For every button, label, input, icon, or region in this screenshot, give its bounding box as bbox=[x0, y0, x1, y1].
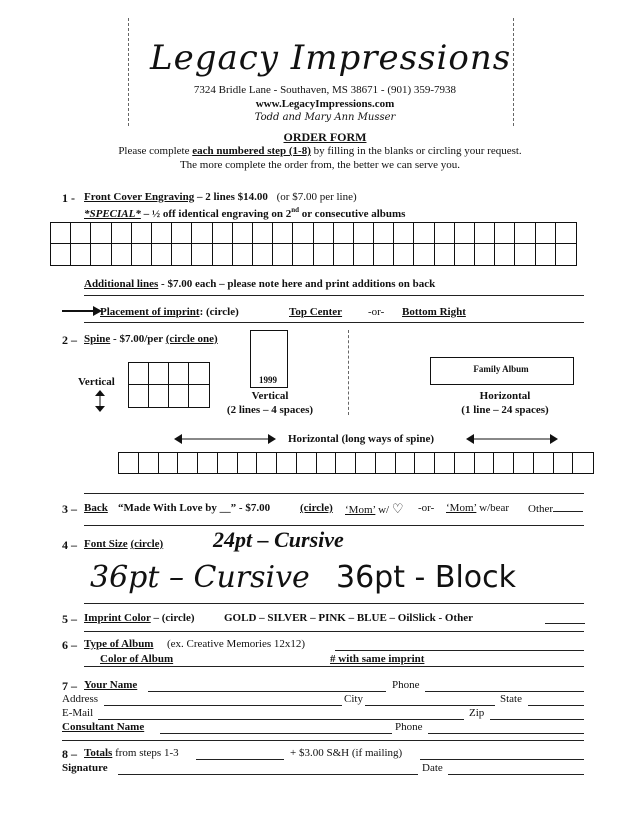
s8-date-label: Date bbox=[422, 762, 443, 774]
s2-title: Spine bbox=[84, 333, 111, 345]
spine-horizontal-sample-text: Family Album bbox=[473, 364, 529, 374]
instructions-line-2: The more complete the order from, the better we can serve you. bbox=[179, 159, 461, 171]
form-title: ORDER FORM bbox=[283, 130, 367, 144]
option-bottom-right[interactable]: Bottom Right bbox=[402, 306, 466, 318]
grid-cell[interactable] bbox=[169, 385, 189, 407]
s7-number: 7 – bbox=[62, 679, 77, 693]
grid-cell[interactable] bbox=[554, 453, 574, 473]
spine-horizontal-spaces: (1 line – 24 spaces) bbox=[461, 404, 549, 416]
grid-cell[interactable] bbox=[253, 244, 273, 265]
grid-cell[interactable] bbox=[536, 244, 556, 265]
s3-circle: (circle) bbox=[300, 502, 333, 514]
grid-cell[interactable] bbox=[149, 385, 169, 407]
grid-cell[interactable] bbox=[455, 223, 475, 244]
s1-additional-lines bbox=[84, 278, 435, 290]
s6-same-label: # with same imprint bbox=[330, 653, 425, 665]
s1-price: – 2 lines $14.00 bbox=[194, 191, 268, 203]
grid-cell[interactable] bbox=[374, 244, 394, 265]
imprint-color-options[interactable]: GOLD – SILVER – PINK – BLUE – OilSlick - Other bbox=[224, 612, 473, 624]
s7-consultant-label: Consultant Name bbox=[62, 721, 145, 733]
grid-cell[interactable] bbox=[129, 385, 149, 407]
grid-cell[interactable] bbox=[51, 244, 71, 265]
option-36pt-block[interactable]: 36pt - Block bbox=[336, 560, 517, 595]
s1-placement-row bbox=[100, 306, 239, 318]
spine-vertical-caption: Vertical bbox=[251, 390, 289, 402]
zip-line[interactable] bbox=[490, 719, 584, 720]
s1-special-end: or consecutive albums bbox=[299, 207, 406, 220]
grid-cell[interactable] bbox=[169, 363, 189, 385]
spine-vertical-spaces: (2 lines – 4 spaces) bbox=[226, 404, 314, 416]
grid-cell[interactable] bbox=[556, 244, 576, 265]
grid-cell[interactable] bbox=[273, 223, 293, 244]
grid-cell[interactable] bbox=[253, 223, 273, 244]
spine-vertical-grid[interactable] bbox=[128, 362, 210, 408]
grid-cell[interactable] bbox=[152, 223, 172, 244]
grid-cell[interactable] bbox=[91, 244, 111, 265]
grid-cell[interactable] bbox=[374, 223, 394, 244]
grid-cell[interactable] bbox=[475, 453, 495, 473]
s5-separator bbox=[84, 631, 584, 632]
s3-w-heart: w/ bbox=[375, 504, 392, 516]
s3-title: Back bbox=[84, 502, 108, 514]
grid-cell[interactable] bbox=[172, 223, 192, 244]
grid-cell[interactable] bbox=[394, 223, 414, 244]
s1-special bbox=[84, 206, 405, 220]
grid-cell[interactable] bbox=[257, 453, 277, 473]
s3-mom2-label: ‘Mom’ bbox=[446, 502, 477, 514]
heart-icon: ♡ bbox=[391, 502, 404, 517]
s3-mom-label: ‘Mom’ bbox=[345, 504, 376, 516]
option-24pt-cursive[interactable]: 24pt – Cursive bbox=[213, 527, 344, 552]
s5-title: Imprint Color bbox=[84, 612, 151, 624]
grid-cell[interactable] bbox=[51, 223, 71, 244]
city-line[interactable] bbox=[365, 705, 495, 706]
consultant-phone-line[interactable] bbox=[428, 733, 584, 734]
grid-cell[interactable] bbox=[455, 244, 475, 265]
spine-horizontal-caption: Horizontal bbox=[479, 390, 531, 402]
s6-example: (ex. Creative Memories 12x12) bbox=[167, 638, 306, 650]
s1-title: Front Cover Engraving bbox=[84, 191, 195, 203]
s5-number: 5 – bbox=[62, 612, 77, 626]
s8-number: 8 – bbox=[62, 747, 77, 761]
s4-number: 4 – bbox=[62, 538, 77, 552]
s3-number: 3 – bbox=[62, 502, 77, 516]
grid-cell[interactable] bbox=[273, 244, 293, 265]
grid-cell[interactable] bbox=[192, 223, 212, 244]
grid-cell[interactable] bbox=[192, 244, 212, 265]
grid-cell[interactable] bbox=[515, 244, 535, 265]
grid-cell[interactable] bbox=[354, 223, 374, 244]
grid-cell[interactable] bbox=[71, 223, 91, 244]
company-website: www.LegacyImpressions.com bbox=[255, 98, 395, 110]
grid-cell[interactable] bbox=[277, 453, 297, 473]
grid-cell[interactable] bbox=[293, 244, 313, 265]
s1-separator bbox=[84, 322, 584, 323]
signature-line[interactable] bbox=[118, 774, 418, 775]
s7-state-label: State bbox=[500, 693, 522, 705]
grid-cell[interactable] bbox=[213, 244, 233, 265]
left-right-arrow-icon bbox=[174, 434, 276, 444]
up-down-arrow-icon bbox=[95, 390, 105, 412]
grid-cell[interactable] bbox=[534, 453, 554, 473]
s8-heading bbox=[84, 747, 179, 759]
grid-cell[interactable] bbox=[334, 223, 354, 244]
grid-cell[interactable] bbox=[494, 453, 514, 473]
front-cover-engraving-grid[interactable] bbox=[50, 222, 577, 266]
s1-per-line: (or $7.00 per line) bbox=[276, 191, 357, 203]
s8-title: Totals bbox=[84, 747, 113, 759]
grid-cell[interactable] bbox=[238, 453, 258, 473]
grid-cell[interactable] bbox=[435, 453, 455, 473]
grid-cell[interactable] bbox=[152, 244, 172, 265]
s4-separator bbox=[84, 603, 584, 604]
s1-special-text: – ½ off identical engraving on 2 bbox=[140, 207, 292, 220]
s7-address-label: Address bbox=[62, 693, 99, 705]
grid-cell[interactable] bbox=[189, 363, 209, 385]
s2-number: 2 – bbox=[62, 333, 77, 347]
s3-or: -or- bbox=[418, 502, 435, 514]
left-right-arrow-icon-2 bbox=[466, 434, 558, 444]
email-line[interactable] bbox=[98, 719, 464, 720]
grid-cell[interactable] bbox=[129, 363, 149, 385]
album-type-line[interactable] bbox=[335, 650, 584, 651]
s7-email-label: E-Mail bbox=[62, 707, 94, 719]
grid-cell[interactable] bbox=[213, 223, 233, 244]
s7-zip-label: Zip bbox=[469, 707, 485, 719]
grid-cell[interactable] bbox=[317, 453, 337, 473]
s7-phone-label: Phone bbox=[392, 679, 420, 691]
grid-cell[interactable] bbox=[293, 223, 313, 244]
grid-cell[interactable] bbox=[233, 244, 253, 265]
grid-cell[interactable] bbox=[71, 244, 91, 265]
option-36pt-cursive[interactable]: 36pt – Cursive bbox=[90, 560, 310, 595]
grid-cell[interactable] bbox=[435, 244, 455, 265]
s4-circle: (circle) bbox=[130, 538, 164, 550]
grid-cell[interactable] bbox=[149, 363, 169, 385]
consultant-name-line[interactable] bbox=[160, 733, 392, 734]
grid-cell[interactable] bbox=[356, 453, 376, 473]
s8-signature-label: Signature bbox=[62, 762, 108, 774]
spine-vertical-sample-year: 1999 bbox=[259, 375, 277, 385]
s3-separator bbox=[84, 525, 584, 526]
s2-heading bbox=[84, 333, 218, 345]
grid-cell[interactable] bbox=[475, 223, 495, 244]
grid-cell[interactable] bbox=[159, 453, 179, 473]
grid-cell[interactable] bbox=[91, 223, 111, 244]
grid-cell[interactable] bbox=[394, 244, 414, 265]
header-left-dashed-line bbox=[128, 18, 129, 126]
grid-cell[interactable] bbox=[297, 453, 317, 473]
album-color-line[interactable] bbox=[84, 666, 584, 667]
grand-total-line[interactable] bbox=[420, 759, 584, 760]
option-top-center[interactable]: Top Center bbox=[289, 306, 343, 318]
s7-phone2-label: Phone bbox=[395, 721, 423, 733]
your-name-line[interactable] bbox=[148, 691, 386, 692]
grid-cell[interactable] bbox=[198, 453, 218, 473]
header-right-dashed-line bbox=[513, 18, 514, 126]
s3-text: “Made With Love by __” - $7.00 bbox=[118, 502, 271, 514]
s2-price: - $7.00/per bbox=[110, 333, 166, 345]
company-address: 7324 Bridle Lane - Southaven, MS 38671 - (901) 359-7938 bbox=[193, 84, 457, 96]
grid-cell[interactable] bbox=[573, 453, 593, 473]
option-mom-bear[interactable] bbox=[446, 502, 509, 514]
grid-cell[interactable] bbox=[139, 453, 159, 473]
s5-heading bbox=[84, 612, 195, 624]
grid-cell[interactable] bbox=[495, 244, 515, 265]
date-line[interactable] bbox=[448, 774, 584, 775]
s1-special-sup: nd bbox=[291, 206, 299, 214]
grid-cell[interactable] bbox=[112, 223, 132, 244]
totals-line[interactable] bbox=[196, 759, 284, 760]
s1-placement-label: Placement of imprint bbox=[100, 306, 200, 318]
s1-heading bbox=[84, 191, 357, 203]
grid-cell[interactable] bbox=[334, 244, 354, 265]
option-other[interactable] bbox=[528, 502, 583, 515]
placement-or: -or- bbox=[368, 306, 385, 318]
grid-cell[interactable] bbox=[233, 223, 253, 244]
grid-cell[interactable] bbox=[414, 223, 434, 244]
s7-title: Your Name bbox=[84, 679, 138, 691]
s7-city-label: City bbox=[344, 693, 363, 705]
phone-line[interactable] bbox=[425, 691, 584, 692]
grid-cell[interactable] bbox=[336, 453, 356, 473]
instructions-line-1 bbox=[40, 145, 600, 157]
grid-cell[interactable] bbox=[455, 453, 475, 473]
s4-title: Font Size bbox=[84, 538, 128, 550]
brand-logo-text: Legacy Impressions bbox=[150, 38, 512, 78]
spine-horizontal-grid[interactable] bbox=[118, 452, 594, 474]
spine-long-ways-label: Horizontal (long ways of spine) bbox=[288, 433, 435, 445]
s1-special-label: *SPECIAL* bbox=[84, 207, 141, 220]
state-line[interactable] bbox=[528, 705, 584, 706]
s2-separator bbox=[84, 493, 584, 494]
s1-additional-label: Additional lines bbox=[84, 278, 159, 290]
s1-placement-circle: : (circle) bbox=[199, 306, 239, 318]
instructions-c: by filling in the blanks or circling your request. bbox=[310, 145, 522, 157]
grid-cell[interactable] bbox=[314, 223, 334, 244]
s7-separator bbox=[62, 740, 584, 741]
s3-other-label: Other bbox=[528, 503, 554, 515]
option-mom-heart[interactable] bbox=[345, 502, 404, 517]
grid-cell[interactable] bbox=[314, 244, 334, 265]
grid-cell[interactable] bbox=[376, 453, 396, 473]
grid-cell[interactable] bbox=[556, 223, 576, 244]
grid-cell[interactable] bbox=[354, 244, 374, 265]
grid-cell[interactable] bbox=[112, 244, 132, 265]
s6-title: Type of Album bbox=[84, 638, 154, 650]
s5-circle: – (circle) bbox=[150, 612, 195, 624]
s3-w-bear: w/bear bbox=[476, 502, 510, 514]
grid-cell[interactable] bbox=[396, 453, 416, 473]
grid-cell[interactable] bbox=[119, 453, 139, 473]
grid-cell[interactable] bbox=[536, 223, 556, 244]
s2-vertical-label: Vertical bbox=[78, 376, 115, 388]
grid-cell[interactable] bbox=[132, 244, 152, 265]
s8-shipping: + $3.00 S&H (if mailing) bbox=[290, 747, 403, 759]
grid-cell[interactable] bbox=[495, 223, 515, 244]
grid-cell[interactable] bbox=[178, 453, 198, 473]
grid-cell[interactable] bbox=[218, 453, 238, 473]
arrow-right-icon bbox=[62, 306, 102, 316]
s2-circle-one: (circle one) bbox=[165, 333, 218, 345]
grid-cell[interactable] bbox=[132, 223, 152, 244]
s1-number: 1 - bbox=[62, 191, 75, 205]
instructions-b: each numbered step (1-8) bbox=[192, 145, 311, 157]
owners-signature: Todd and Mary Ann Musser bbox=[254, 112, 396, 123]
grid-cell[interactable] bbox=[514, 453, 534, 473]
grid-cell[interactable] bbox=[435, 223, 455, 244]
s4-heading bbox=[84, 538, 163, 550]
s2-dashed-divider bbox=[348, 330, 349, 415]
grid-cell[interactable] bbox=[415, 453, 435, 473]
grid-cell[interactable] bbox=[414, 244, 434, 265]
grid-cell[interactable] bbox=[515, 223, 535, 244]
grid-cell[interactable] bbox=[475, 244, 495, 265]
s6-number: 6 – bbox=[62, 638, 77, 652]
grid-cell[interactable] bbox=[172, 244, 192, 265]
s1-additional-line[interactable] bbox=[84, 295, 584, 296]
address-line[interactable] bbox=[104, 705, 342, 706]
s8-steps: from steps 1-3 bbox=[112, 747, 179, 759]
instructions-a: Please complete bbox=[118, 145, 193, 157]
s1-additional-text: - $7.00 each – please note here and print additions on back bbox=[158, 278, 436, 290]
s5-other-blank[interactable] bbox=[545, 614, 585, 624]
s6-color-label: Color of Album bbox=[100, 653, 174, 665]
